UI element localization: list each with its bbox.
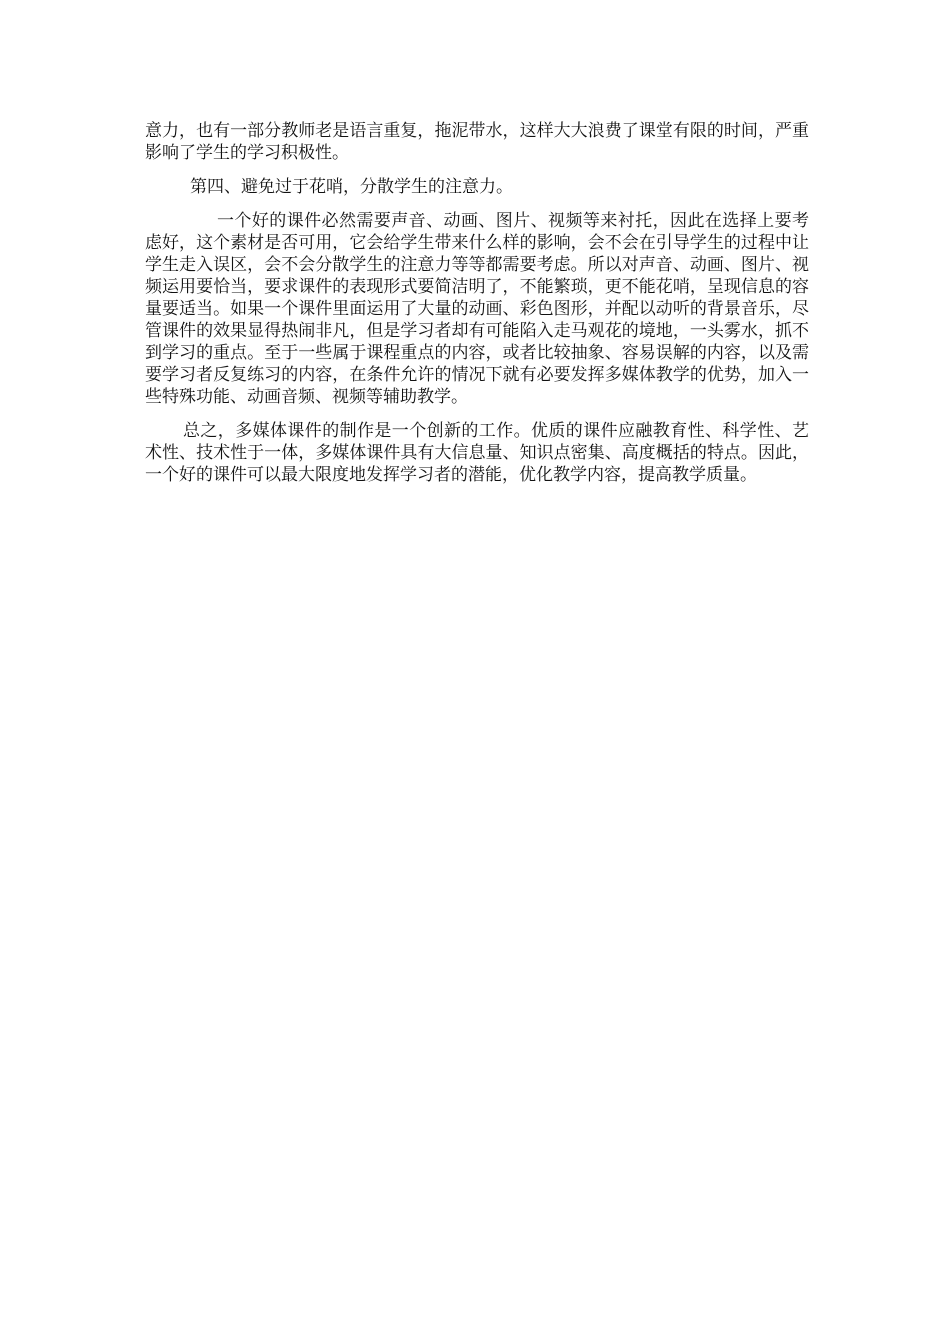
document-body xyxy=(145,120,809,498)
paragraph-continuation: 意力，也有一部分教师老是语言重复，拖泥带水，这样大大浪费了课堂有限的时间，严重影响了学生的学习积极性。 xyxy=(145,121,809,163)
paragraph-conclusion: 总之，多媒体课件的制作是一个创新的工作。优质的课件应融教育性、科学性、艺术性、技术性于一体，多媒体课件具有大信息量、知识点密集、高度概括的特点。因此，一个好的课件可以最大限度地发挥学习者的潜能，优化教学内容，提高教学质量。 xyxy=(145,421,809,485)
section-heading-fourth: 第四、避免过于花哨，分散学生的注意力。 xyxy=(190,177,513,197)
paragraph-body: 一个好的课件必然需要声音、动画、图片、视频等来衬托，因此在选择上要考虑好，这个素材是否可用，它会给学生带来什么样的影响，会不会在引导学生的过程中让学生走入误区，会不会分散学生的注意力等等都需要考虑。所以对声音、动画、图片、视频运用要恰当，要求课件的表现形式要简洁明了，不能繁琐，更不能花哨，呈现信息的容量要适当。如果一个课件里面运用了大量的动画、彩色图形，并配以动听的背景音乐，尽管课件的效果显得热闹非凡，但是学习者却有可能陷入走马观花的境地，一头雾水，抓不到学习的重点。至于一些属于课程重点的内容，或者比较抽象、容易误解的内容，以及需要学习者反复练习的内容，在条件允许的情况下就有必要发挥多媒体教学的优势，加入一些特殊功能、动画音频、视频等辅助教学。 xyxy=(145,211,809,407)
